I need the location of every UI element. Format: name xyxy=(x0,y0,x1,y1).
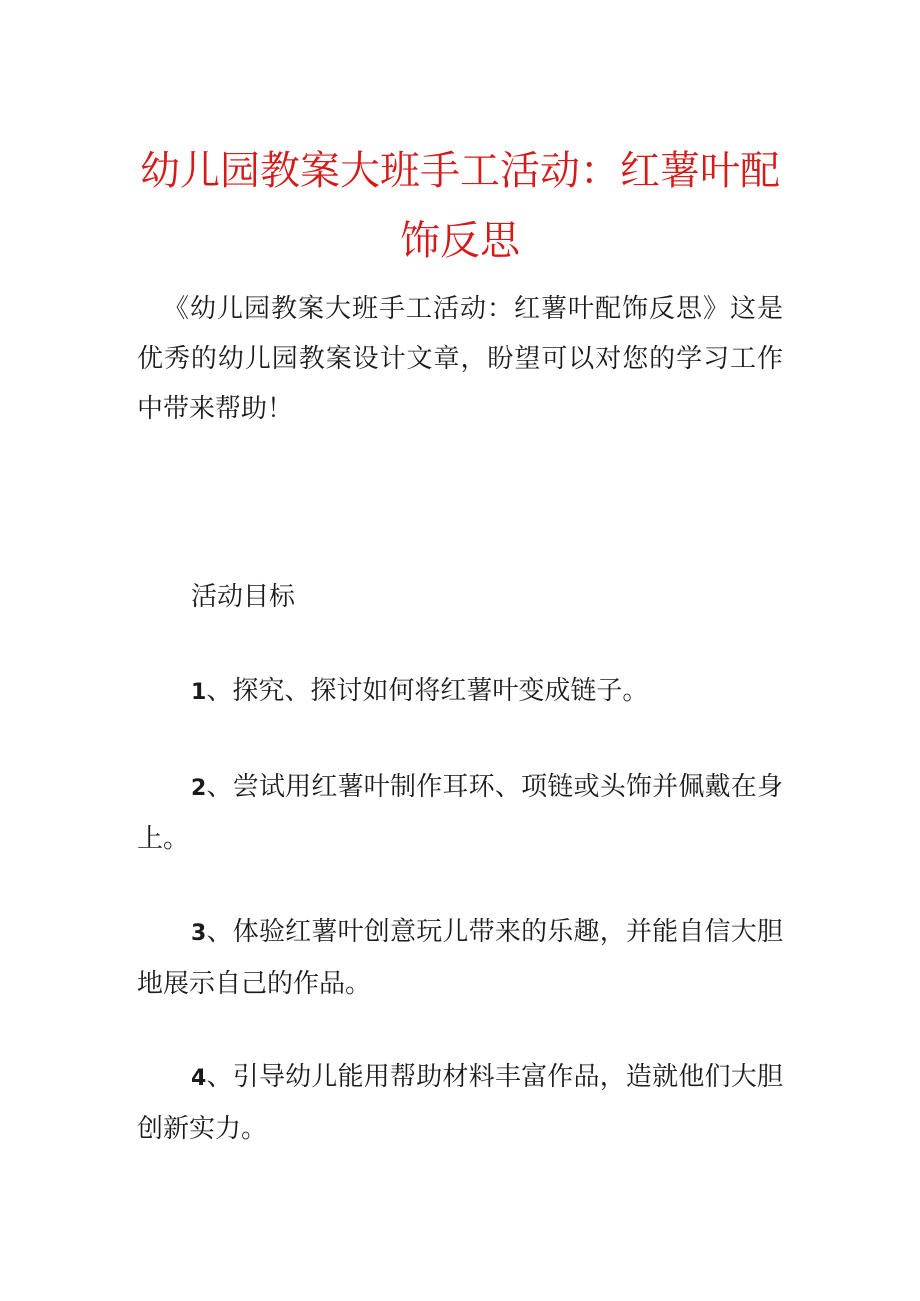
goal-item-4 xyxy=(137,1052,783,1154)
goal-item-1 xyxy=(137,666,783,718)
goal-item-2 xyxy=(137,762,783,864)
goal-number: 2 xyxy=(191,776,207,801)
goal-number: 4 xyxy=(191,1066,207,1091)
goal-item-3 xyxy=(137,907,783,1009)
intro-paragraph: 《幼儿园教案大班手工活动：红薯叶配饰反思》这是优秀的幼儿园教案设计文章，盼望可以对您的学习工作中带来帮助！ xyxy=(137,294,783,424)
section-heading: 活动目标 xyxy=(191,582,296,612)
goal-number: 3 xyxy=(191,921,207,946)
goal-text: 、体验红薯叶创意玩儿带来的乐趣，并能自信大胆地展示自己的作品。 xyxy=(137,917,783,999)
goal-text: 、尝试用红薯叶制作耳环、项链或头饰并佩戴在身上。 xyxy=(137,772,783,854)
goal-number: 1 xyxy=(191,680,207,705)
document-title: 幼儿园教案大班手工活动：红薯叶配饰反思 xyxy=(140,148,780,264)
goal-text: 、探究、探讨如何将红薯叶变成链子。 xyxy=(206,676,649,706)
goal-text: 、引导幼儿能用帮助材料丰富作品，造就他们大胆创新实力。 xyxy=(137,1062,783,1144)
